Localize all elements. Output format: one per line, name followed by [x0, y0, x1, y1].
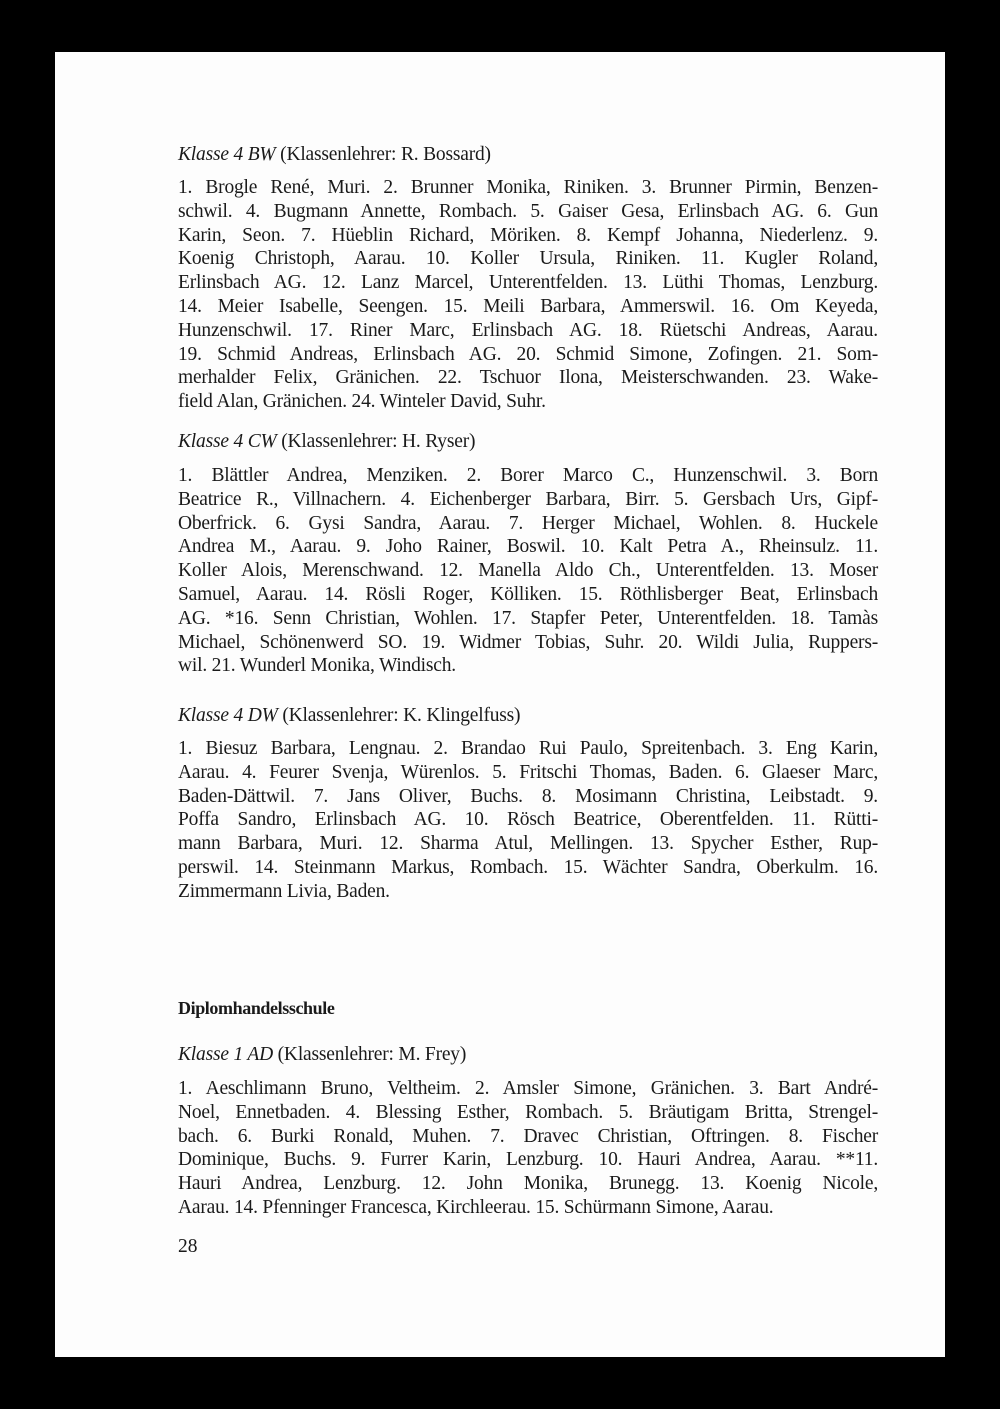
- text-line: Samuel, Aarau. 14. Rösli Roger, Kölliken. 15. Röthlisberger Beat, Erlinsbach: [178, 583, 878, 605]
- student-list-4dw: [178, 737, 878, 904]
- text-line: Michael, Schönenwerd SO. 19. Widmer Tobias, Suhr. 20. Wildi Julia, Ruppers-: [178, 631, 878, 653]
- text-line: AG. *16. Senn Christian, Wohlen. 17. Stapfer Peter, Unterentfelden. 18. Tamàs: [178, 607, 878, 629]
- text-line: 1. Aeschlimann Bruno, Veltheim. 2. Amsler Simone, Gränichen. 3. Bart André-: [178, 1078, 878, 1099]
- text-line: Baden-Dättwil. 7. Jans Oliver, Buchs. 8. Mosimann Christina, Leibstadt. 9.: [178, 785, 878, 807]
- text-line: Hauri Andrea, Lenzburg. 12. John Monika, Brunegg. 13. Koenig Nicole,: [178, 1173, 878, 1195]
- teacher: (Klassenlehrer: R. Bossard): [280, 144, 491, 165]
- text-line: Noel, Ennetbaden. 4. Blessing Esther, Rombach. 5. Bräutigam Britta, Strengel-: [178, 1101, 878, 1123]
- class-heading-4bw: [178, 143, 878, 167]
- document-page: [55, 52, 945, 1357]
- text-line: perswil. 14. Steinmann Markus, Rombach. 15. Wächter Sandra, Oberkulm. 16.: [178, 856, 878, 878]
- text-line: mann Barbara, Muri. 12. Sharma Atul, Mellingen. 13. Spycher Esther, Rup-: [178, 833, 878, 855]
- school-heading: Diplomhandelsschule: [178, 998, 335, 1018]
- text-line: 1. Blättler Andrea, Menziken. 2. Borer Marco C., Hunzenschwil. 3. Born: [178, 465, 878, 486]
- student-list-4bw: [178, 176, 878, 414]
- class-label: Klasse 4 CW: [178, 431, 277, 452]
- page-number: 28: [178, 1236, 198, 1257]
- text-line: Hunzenschwil. 17. Riner Marc, Erlinsbach AG. 18. Rüetschi Andreas, Aarau.: [178, 319, 878, 341]
- text-line: field Alan, Gränichen. 24. Winteler David, Suhr.: [178, 391, 546, 413]
- text-line: Karin, Seon. 7. Hüeblin Richard, Möriken. 8. Kempf Johanna, Niederlenz. 9.: [178, 224, 878, 246]
- text-line: Zimmermann Livia, Baden.: [178, 880, 390, 902]
- teacher: (Klassenlehrer: K. Klingelfuss): [282, 705, 521, 726]
- class-label: Klasse 4 BW: [178, 144, 276, 165]
- text-line: Koller Alois, Merenschwand. 12. Manella Aldo Ch., Unterentfelden. 13. Moser: [178, 560, 878, 582]
- student-list-4cw: [178, 464, 878, 678]
- text-line: 1. Brogle René, Muri. 2. Brunner Monika, Riniken. 3. Brunner Pirmin, Benzen-: [178, 177, 878, 198]
- text-line: 19. Schmid Andreas, Erlinsbach AG. 20. Schmid Simone, Zofingen. 21. Som-: [178, 343, 878, 365]
- text-line: Andrea M., Aarau. 9. Joho Rainer, Boswil. 10. Kalt Petra A., Rheinsulz. 11.: [178, 536, 878, 558]
- text-line: bach. 6. Burki Ronald, Muhen. 7. Dravec Christian, Oftringen. 8. Fischer: [178, 1125, 878, 1147]
- text-line: Beatrice R., Villnachern. 4. Eichenberger Barbara, Birr. 5. Gersbach Urs, Gipf-: [178, 488, 878, 510]
- text-line: Koenig Christoph, Aarau. 10. Koller Ursula, Riniken. 11. Kugler Roland,: [178, 248, 878, 270]
- text-line: Dominique, Buchs. 9. Furrer Karin, Lenzburg. 10. Hauri Andrea, Aarau. **11.: [178, 1149, 878, 1171]
- text-line: 1. Biesuz Barbara, Lengnau. 2. Brandao Rui Paulo, Spreitenbach. 3. Eng Karin,: [178, 738, 878, 759]
- class-label: Klasse 1 AD: [178, 1044, 273, 1065]
- class-heading-4dw: [178, 704, 878, 728]
- text-line: Oberfrick. 6. Gysi Sandra, Aarau. 7. Herger Michael, Wohlen. 8. Huckele: [178, 512, 878, 534]
- class-heading-1ad: [178, 1043, 878, 1067]
- class-heading-4cw: [178, 430, 878, 454]
- class-label: Klasse 4 DW: [178, 705, 278, 726]
- text-line: Aarau. 4. Feurer Svenja, Würenlos. 5. Fritschi Thomas, Baden. 6. Glaeser Marc,: [178, 761, 878, 783]
- text-line: Erlinsbach AG. 12. Lanz Marcel, Unterentfelden. 13. Lüthi Thomas, Lenzburg.: [178, 272, 878, 294]
- text-line: merhalder Felix, Gränichen. 22. Tschuor Ilona, Meisterschwanden. 23. Wake-: [178, 367, 878, 389]
- text-line: schwil. 4. Bugmann Annette, Rombach. 5. Gaiser Gesa, Erlinsbach AG. 6. Gun: [178, 200, 878, 222]
- text-line: wil. 21. Wunderl Monika, Windisch.: [178, 655, 456, 677]
- text-line: Poffa Sandro, Erlinsbach AG. 10. Rösch Beatrice, Oberentfelden. 11. Rütti-: [178, 809, 878, 831]
- text-line: Aarau. 14. Pfenninger Francesca, Kirchleerau. 15. Schürmann Simone, Aarau.: [178, 1196, 774, 1218]
- teacher: (Klassenlehrer: M. Frey): [277, 1044, 467, 1065]
- text-line: 14. Meier Isabelle, Seengen. 15. Meili Barbara, Ammerswil. 16. Om Keyeda,: [178, 295, 878, 317]
- student-list-1ad: [178, 1077, 878, 1220]
- teacher: (Klassenlehrer: H. Ryser): [281, 431, 476, 452]
